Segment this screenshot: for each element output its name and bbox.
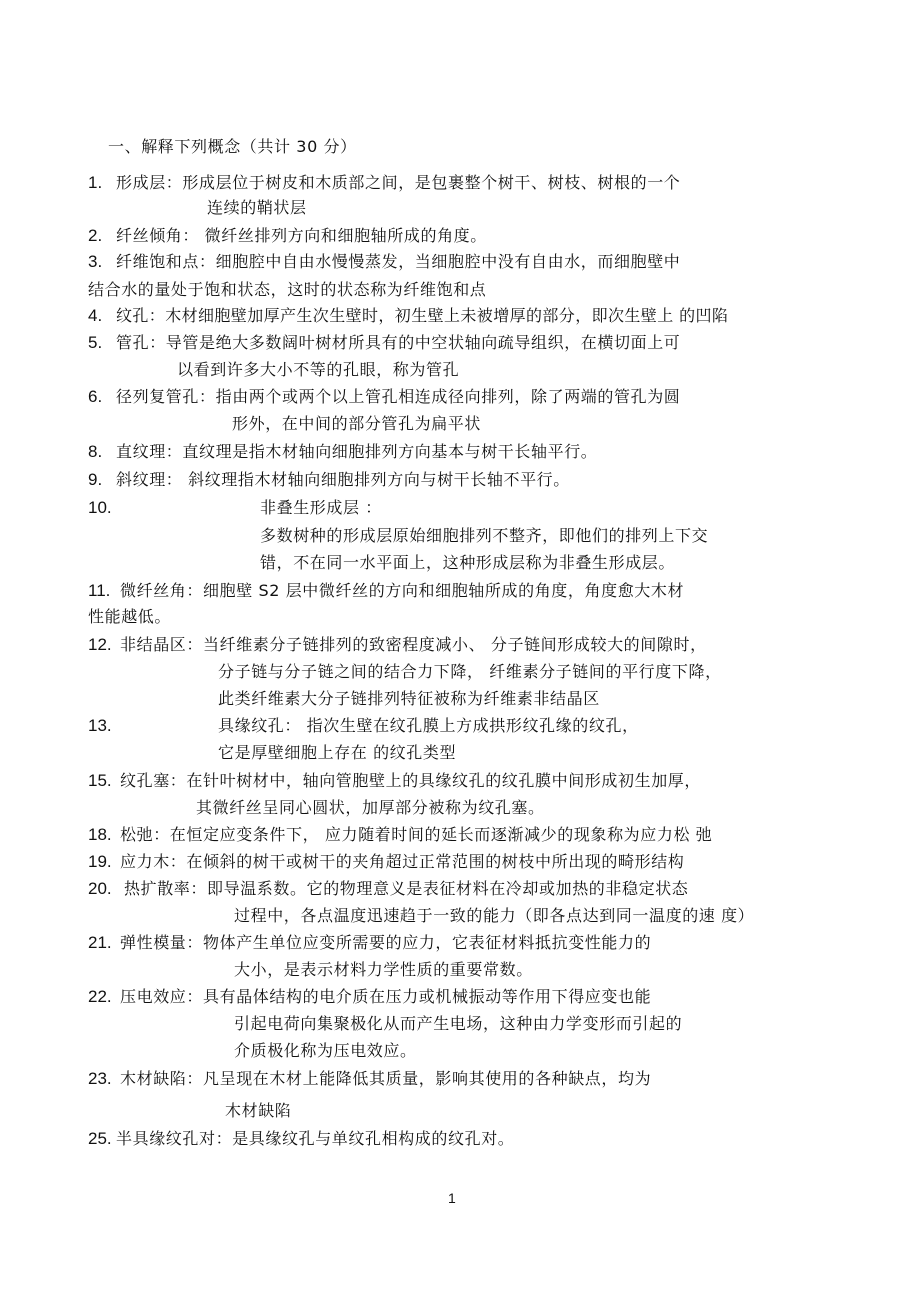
item-text: 热扩散率：即导温系数。它的物理意义是表征材料在冷却或加热的非稳定状态: [124, 879, 689, 898]
item-text: 斜纹理： 斜纹理指木材轴向细胞排列方向与树干长轴不平行。: [116, 470, 570, 489]
item-number: 10.: [88, 498, 112, 517]
item-text: 非叠生形成层 ：: [260, 498, 382, 517]
item-number: 12.: [88, 635, 112, 654]
section-heading: 一、解释下列概念（共计 30 分）: [108, 137, 357, 156]
item-text: 微纤丝角：细胞壁 S2 层中微纤丝的方向和细胞轴所成的角度，角度愈大木材: [120, 581, 685, 600]
item-text: 应力木：在倾斜的树干或树干的夹角超过正常范围的树枝中所出现的畸形结构: [120, 852, 685, 871]
item-text-cont: 形外，在中间的部分管孔为扁平状: [232, 414, 482, 433]
item-text: 纤维饱和点：细胞腔中自由水慢慢蒸发，当细胞腔中没有自由水，而细胞壁中: [116, 252, 681, 271]
item-text: 形成层：形成层位于树皮和木质部之间，是包裹整个树干、树枝、树根的一个: [116, 173, 681, 192]
item-number: 2.: [88, 226, 103, 245]
item-number: 3.: [88, 252, 103, 271]
item-number: 8.: [88, 442, 103, 461]
item-text-cont: 其微纤丝呈同心圆状，加厚部分被称为纹孔塞。: [196, 798, 545, 817]
item-number: 18.: [88, 825, 112, 844]
item-text-cont: 分子链与分子链之间的结合力下降， 纤维素分子链间的平行度下降，: [218, 662, 722, 681]
item-number: 6.: [88, 387, 103, 406]
item-text: 具缘纹孔： 指次生壁在纹孔膜上方成拱形纹孔缘的纹孔，: [218, 716, 639, 735]
item-text: 松弛：在恒定应变条件下， 应力随着时间的延长而逐渐减少的现象称为应力松 弛: [120, 825, 713, 844]
item-number: 22.: [88, 987, 112, 1006]
item-text: 非结晶区：当纤维素分子链排列的致密程度减小、 分子链间形成较大的间隙时，: [120, 635, 707, 654]
item-text: 管孔：导管是绝大多数阔叶树材所具有的中空状轴向疏导组织，在横切面上可: [116, 333, 681, 352]
item-text: 木材缺陷：凡呈现在木材上能降低其质量，影响其使用的各种缺点，均为: [120, 1069, 652, 1088]
item-text-cont: 大小，是表示材料力学性质的重要常数。: [234, 960, 533, 979]
item-text: 纹孔：木材细胞壁加厚产生次生壁时，初生壁上未被增厚的部分，即次生壁上 的凹陷: [116, 306, 729, 325]
item-number: 20.: [88, 879, 112, 898]
item-text-cont: 它是厚壁细胞上存在 的纹孔类型: [218, 743, 457, 762]
item-text-cont: 多数树种的形成层原始细胞排列不整齐，即他们的排列上下交: [260, 526, 709, 545]
item-number: 9.: [88, 470, 103, 489]
item-text-cont: 此类纤维素大分子链排列特征被称为纤维素非结晶区: [218, 689, 600, 708]
item-text-cont: 过程中，各点温度迅速趋于一致的能力（即各点达到同一温度的速 度）: [234, 906, 755, 925]
item-number: 1.: [88, 173, 103, 192]
item-number: 11.: [88, 581, 111, 600]
item-text: 压电效应：具有晶体结构的电介质在压力或机械振动等作用下得应变也能: [120, 987, 652, 1006]
item-text: 半具缘纹孔对：是具缘纹孔与单纹孔相构成的纹孔对。: [116, 1129, 515, 1148]
item-text-cont: 介质极化称为压电效应。: [234, 1041, 417, 1060]
item-number: 25.: [88, 1129, 112, 1148]
item-text-cont: 结合水的量处于饱和状态，这时的状态称为纤维饱和点: [88, 280, 487, 299]
item-text-cont: 连续的鞘状层: [207, 198, 307, 217]
item-number: 19.: [88, 852, 112, 871]
item-number: 21.: [88, 933, 112, 952]
item-text-cont: 错，不在同一水平面上，这种形成层称为非叠生形成层。: [260, 553, 676, 572]
item-number: 4.: [88, 306, 103, 325]
item-text: 径列复管孔：指由两个或两个以上管孔相连成径向排列，除了两端的管孔为圆: [116, 387, 681, 406]
item-number: 5.: [88, 333, 103, 352]
item-text: 纹孔塞：在针叶树材中，轴向管胞壁上的具缘纹孔的纹孔膜中间形成初生加厚，: [120, 771, 702, 790]
item-text-cont: 以看到许多大小不等的孔眼，称为管孔: [177, 360, 460, 379]
page-number: 1: [448, 1190, 456, 1206]
item-number: 15.: [88, 771, 112, 790]
item-number: 13.: [88, 716, 112, 735]
item-text-cont: 引起电荷向集聚极化从而产生电场，这种由力学变形而引起的: [234, 1014, 683, 1033]
item-text: 直纹理：直纹理是指木材轴向细胞排列方向基本与树干长轴平行。: [116, 442, 598, 461]
item-text: 弹性模量：物体产生单位应变所需要的应力，它表征材料抵抗变性能力的: [120, 933, 652, 952]
item-number: 23.: [88, 1069, 112, 1088]
item-text-cont: 木材缺陷: [225, 1101, 292, 1120]
item-text-cont: 性能越低。: [88, 607, 172, 626]
item-text: 纤丝倾角： 微纤丝排列方向和细胞轴所成的角度。: [116, 226, 487, 245]
